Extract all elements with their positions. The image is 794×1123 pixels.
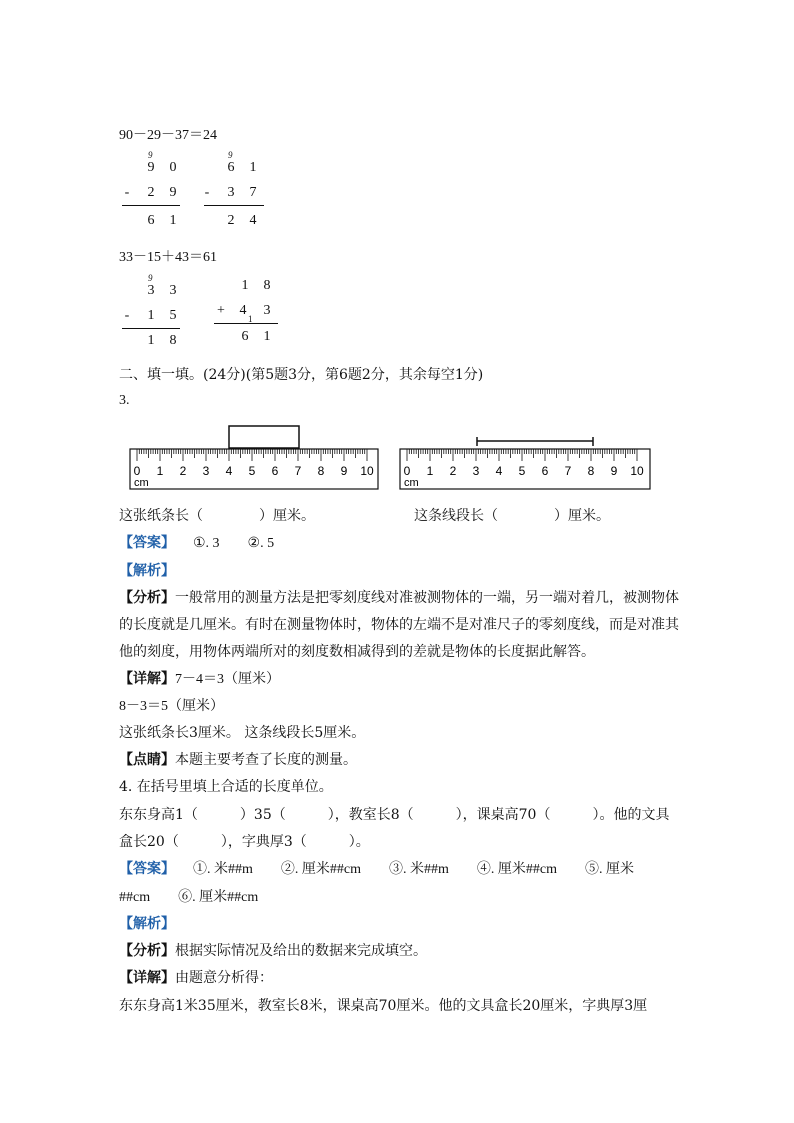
answer-text: ①. 3 ②. 5 <box>193 536 275 551</box>
ruler-number: 10 <box>630 464 644 478</box>
ruler-number: 6 <box>271 464 279 478</box>
divider-line <box>122 328 180 329</box>
divider-line <box>122 205 180 206</box>
section-heading: 二、填一填。(24分)(第5题3分，第6题2分，其余每空1分) <box>119 367 484 383</box>
ruler-number: 7 <box>564 464 572 478</box>
ruler-figure-left <box>128 422 380 492</box>
fenxi-text: 一般常用的测量方法是把零刻度线对准被测物体的一端，另一端对着几，被测物体 <box>175 590 679 606</box>
paper-strip <box>229 426 299 448</box>
borrow-mark: 9 <box>148 273 153 283</box>
digit: 9 <box>169 185 177 200</box>
question-4: 4. 在括号里填上合适的长度单位。 <box>119 779 333 795</box>
digit: 6 <box>227 160 235 175</box>
ruler-number: 7 <box>294 464 302 478</box>
vertical-calc-2b <box>212 273 278 358</box>
ruler-unit: cm <box>134 477 149 489</box>
fenxi-tag: 【分析】 <box>119 943 175 959</box>
operator: + <box>217 303 225 318</box>
ruler-number: 9 <box>610 464 618 478</box>
digit: 5 <box>169 308 177 323</box>
borrow-mark: 9 <box>148 150 153 160</box>
operator: - <box>124 308 130 323</box>
detail-text: 8－3＝5（厘米） <box>119 699 224 714</box>
ruler-number: 1 <box>426 464 434 478</box>
ruler-number: 3 <box>472 464 480 478</box>
answer-text: ①. 米##m ②. 厘米##cm ③. 米##m ④. 厘米##cm ⑤. 厘米 <box>193 862 634 877</box>
ruler-number: 10 <box>360 464 374 478</box>
divider-line <box>214 323 278 324</box>
ruler-number: 4 <box>225 464 233 478</box>
ruler-number: 0 <box>403 464 411 478</box>
ruler-number: 8 <box>587 464 595 478</box>
digit: 3 <box>263 303 271 318</box>
digit: 0 <box>169 160 177 175</box>
ruler-unit: cm <box>404 477 419 489</box>
digit: 2 <box>147 185 155 200</box>
digit: 1 <box>147 333 155 348</box>
analysis-tag: 【解析】 <box>119 916 175 932</box>
detail-text: 这张纸条长3厘米。 这条线段长5厘米。 <box>119 725 366 741</box>
dianjing-text: 本题主要考查了长度的测量。 <box>175 752 357 768</box>
digit: 8 <box>263 278 271 293</box>
ruler-number: 5 <box>248 464 256 478</box>
ruler-number: 5 <box>518 464 526 478</box>
operator: - <box>124 185 130 200</box>
digit: 8 <box>169 333 177 348</box>
digit: 9 <box>147 160 155 175</box>
ruler-number: 3 <box>202 464 210 478</box>
equation-2: 33－15＋43＝61 <box>119 250 217 265</box>
ruler-number: 1 <box>156 464 164 478</box>
digit: 1 <box>147 308 155 323</box>
vertical-calc-1a <box>120 150 180 235</box>
question-number: 3. <box>119 393 130 408</box>
ruler-number: 4 <box>495 464 503 478</box>
detail-text: 7－4＝3（厘米） <box>175 672 280 687</box>
analysis-tag: 【解析】 <box>119 563 175 579</box>
ruler-number: 2 <box>179 464 187 478</box>
operator: - <box>204 185 210 200</box>
fenxi-text: 的长度就是几厘米。有时在测量物体时，物体的左端不是对准尺子的零刻度线，而是对准其 <box>119 617 679 633</box>
dianjing-tag: 【点睛】 <box>119 752 175 768</box>
digit: 3 <box>147 283 155 298</box>
digit: 1 <box>169 213 177 228</box>
ruler-number: 8 <box>317 464 325 478</box>
caption-right: 这条线段长（ ）厘米。 <box>414 508 610 524</box>
digit: 1 <box>249 160 257 175</box>
ruler-number: 9 <box>340 464 348 478</box>
answer-tag: 【答案】 <box>119 535 175 551</box>
vertical-calc-2a <box>120 273 180 358</box>
question-text: 东东身高1（ ）35（ ），教室长8（ ），课桌高70（ ）。他的文具 <box>119 807 670 823</box>
digit: 7 <box>249 185 257 200</box>
ruler-number: 0 <box>133 464 141 478</box>
fenxi-tag: 【分析】 <box>119 590 175 606</box>
answer-tag: 【答案】 <box>119 861 175 877</box>
ruler-figure-right <box>398 436 654 492</box>
digit: 1 <box>241 278 249 293</box>
digit: 6 <box>147 213 155 228</box>
divider-line <box>204 205 264 206</box>
digit: 4 <box>249 213 257 228</box>
digit: 1 <box>263 329 271 344</box>
caption-left: 这张纸条长（ ）厘米。 <box>119 508 315 524</box>
question-text: 盒长20（ ），字典厚3（ ）。 <box>119 834 370 850</box>
digit: 3 <box>227 185 235 200</box>
fenxi-text: 根据实际情况及给出的数据来完成填空。 <box>175 943 427 959</box>
borrow-mark: 9 <box>228 150 233 160</box>
ruler-number: 6 <box>541 464 549 478</box>
detail-tag: 【详解】 <box>119 671 175 687</box>
fenxi-text: 他的刻度，用物体两端所对的刻度数相减得到的差就是物体的长度据此解答。 <box>119 644 595 660</box>
carry-mark: 1 <box>248 314 253 324</box>
vertical-calc-1b <box>200 150 264 235</box>
digit: 4 <box>239 303 247 318</box>
detail-text: 东东身高1米35厘米，教室长8米，课桌高70厘米。他的文具盒长20厘米，字典厚3厘 <box>119 998 648 1014</box>
digit: 6 <box>241 329 249 344</box>
equation-1: 90－29－37＝24 <box>119 128 217 143</box>
digit: 2 <box>227 213 235 228</box>
digit: 3 <box>169 283 177 298</box>
detail-text: 由题意分析得： <box>175 970 273 986</box>
answer-text: ##cm ⑥. 厘米##cm <box>119 890 259 905</box>
detail-tag: 【详解】 <box>119 970 175 986</box>
ruler-number: 2 <box>449 464 457 478</box>
